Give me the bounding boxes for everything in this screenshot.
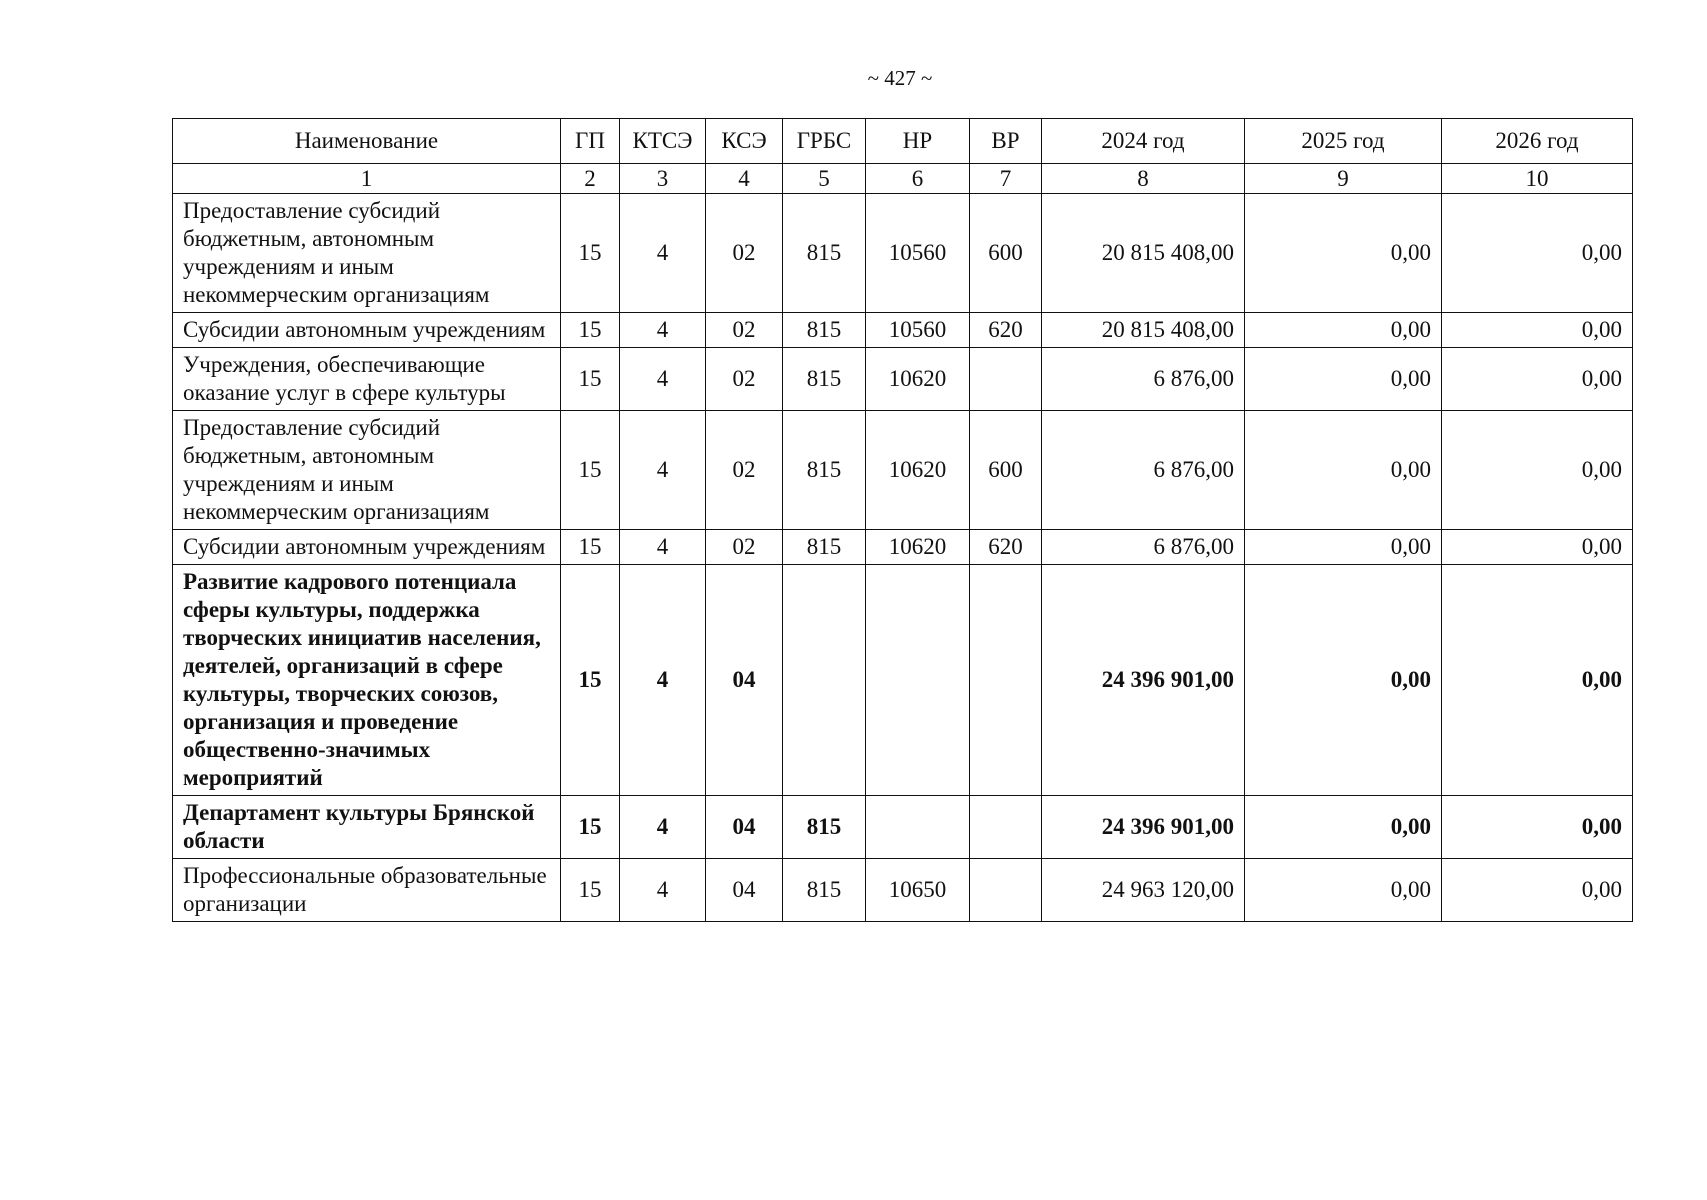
row-gp-cell: 15 — [561, 796, 620, 859]
col-header-ktse: КТСЭ — [620, 119, 706, 164]
table-row — [173, 348, 1633, 411]
row-2025-cell: 0,00 — [1245, 859, 1442, 922]
table-row — [173, 530, 1633, 565]
col-header-vr: ВР — [970, 119, 1042, 164]
row-2024-cell: 24 396 901,00 — [1042, 565, 1245, 796]
col-header-name: Наименование — [173, 119, 561, 164]
row-grbs-cell: 815 — [783, 411, 866, 530]
row-vr-cell: 600 — [970, 194, 1042, 313]
row-ktse-cell: 4 — [620, 348, 706, 411]
row-gp-cell: 15 — [561, 859, 620, 922]
row-name-cell: Субсидии автономным учреждениям — [173, 313, 561, 348]
row-2024-cell: 6 876,00 — [1042, 411, 1245, 530]
row-nr-cell: 10560 — [866, 194, 970, 313]
row-2026-cell: 0,00 — [1442, 796, 1633, 859]
col-header-kse: КСЭ — [706, 119, 783, 164]
row-ktse-cell: 4 — [620, 565, 706, 796]
col-number: 7 — [970, 164, 1042, 194]
col-number: 5 — [783, 164, 866, 194]
table-row — [173, 313, 1633, 348]
row-2024-cell: 24 963 120,00 — [1042, 859, 1245, 922]
row-vr-cell: 600 — [970, 411, 1042, 530]
row-ktse-cell: 4 — [620, 313, 706, 348]
table-row — [173, 565, 1633, 796]
row-grbs-cell: 815 — [783, 348, 866, 411]
row-2026-cell: 0,00 — [1442, 565, 1633, 796]
col-header-nr: НР — [866, 119, 970, 164]
col-number: 3 — [620, 164, 706, 194]
col-header-gp: ГП — [561, 119, 620, 164]
budget-table — [172, 118, 1633, 922]
col-number: 9 — [1245, 164, 1442, 194]
row-2025-cell: 0,00 — [1245, 796, 1442, 859]
row-2025-cell: 0,00 — [1245, 313, 1442, 348]
page-number: ~ 427 ~ — [867, 66, 933, 90]
row-ktse-cell: 4 — [620, 859, 706, 922]
row-ktse-cell: 4 — [620, 530, 706, 565]
row-2024-cell: 6 876,00 — [1042, 530, 1245, 565]
row-grbs-cell: 815 — [783, 313, 866, 348]
header-row — [173, 119, 1633, 164]
row-nr-cell — [866, 796, 970, 859]
col-header-2026: 2026 год — [1442, 119, 1633, 164]
row-nr-cell: 10620 — [866, 348, 970, 411]
row-2024-cell: 20 815 408,00 — [1042, 313, 1245, 348]
row-2024-cell: 24 396 901,00 — [1042, 796, 1245, 859]
row-kse-cell: 02 — [706, 313, 783, 348]
row-2025-cell: 0,00 — [1245, 348, 1442, 411]
row-name-cell: Субсидии автономным учреждениям — [173, 530, 561, 565]
row-vr-cell: 620 — [970, 313, 1042, 348]
row-nr-cell: 10620 — [866, 411, 970, 530]
row-nr-cell — [866, 565, 970, 796]
row-kse-cell: 02 — [706, 411, 783, 530]
row-kse-cell: 02 — [706, 348, 783, 411]
row-nr-cell: 10620 — [866, 530, 970, 565]
row-ktse-cell: 4 — [620, 796, 706, 859]
row-gp-cell: 15 — [561, 565, 620, 796]
row-vr-cell — [970, 796, 1042, 859]
table-row — [173, 796, 1633, 859]
col-number: 10 — [1442, 164, 1633, 194]
col-number: 8 — [1042, 164, 1245, 194]
row-vr-cell — [970, 348, 1042, 411]
row-kse-cell: 04 — [706, 859, 783, 922]
col-number: 2 — [561, 164, 620, 194]
row-kse-cell: 02 — [706, 530, 783, 565]
row-grbs-cell — [783, 565, 866, 796]
row-vr-cell: 620 — [970, 530, 1042, 565]
col-number: 4 — [706, 164, 783, 194]
table-row — [173, 194, 1633, 313]
col-header-2025: 2025 год — [1245, 119, 1442, 164]
row-vr-cell — [970, 565, 1042, 796]
column-number-row — [173, 164, 1633, 194]
row-nr-cell: 10650 — [866, 859, 970, 922]
table-row — [173, 411, 1633, 530]
row-2025-cell: 0,00 — [1245, 411, 1442, 530]
row-name-cell: Департамент культуры Брянской области — [173, 796, 561, 859]
row-2026-cell: 0,00 — [1442, 194, 1633, 313]
col-header-2024: 2024 год — [1042, 119, 1245, 164]
row-kse-cell: 04 — [706, 565, 783, 796]
table-row — [173, 859, 1633, 922]
row-2026-cell: 0,00 — [1442, 348, 1633, 411]
row-nr-cell: 10560 — [866, 313, 970, 348]
row-ktse-cell: 4 — [620, 194, 706, 313]
col-number: 6 — [866, 164, 970, 194]
row-gp-cell: 15 — [561, 411, 620, 530]
row-2026-cell: 0,00 — [1442, 530, 1633, 565]
row-grbs-cell: 815 — [783, 194, 866, 313]
row-gp-cell: 15 — [561, 313, 620, 348]
row-2025-cell: 0,00 — [1245, 565, 1442, 796]
row-name-cell: Предоставление субсидий бюджетным, автономным учреждениям и иным некоммерческим организациям — [173, 194, 561, 313]
row-name-cell: Предоставление субсидий бюджетным, автономным учреждениям и иным некоммерческим организациям — [173, 411, 561, 530]
row-2026-cell: 0,00 — [1442, 313, 1633, 348]
row-2024-cell: 20 815 408,00 — [1042, 194, 1245, 313]
row-grbs-cell: 815 — [783, 530, 866, 565]
row-2025-cell: 0,00 — [1245, 194, 1442, 313]
row-name-cell: Профессиональные образовательные организации — [173, 859, 561, 922]
row-grbs-cell: 815 — [783, 796, 866, 859]
row-vr-cell — [970, 859, 1042, 922]
row-2024-cell: 6 876,00 — [1042, 348, 1245, 411]
row-gp-cell: 15 — [561, 348, 620, 411]
row-kse-cell: 02 — [706, 194, 783, 313]
row-gp-cell: 15 — [561, 530, 620, 565]
row-name-cell: Развитие кадрового потенциала сферы культуры, поддержка творческих инициатив населения, деятелей, организаций в сфере культуры, творческих союзов, организация и проведение общественно-значимых мероприятий — [173, 565, 561, 796]
col-number: 1 — [173, 164, 561, 194]
row-ktse-cell: 4 — [620, 411, 706, 530]
table-body — [173, 194, 1633, 922]
row-grbs-cell: 815 — [783, 859, 866, 922]
row-name-cell: Учреждения, обеспечивающие оказание услуг в сфере культуры — [173, 348, 561, 411]
row-kse-cell: 04 — [706, 796, 783, 859]
row-2026-cell: 0,00 — [1442, 411, 1633, 530]
col-header-grbs: ГРБС — [783, 119, 866, 164]
row-2026-cell: 0,00 — [1442, 859, 1633, 922]
row-2025-cell: 0,00 — [1245, 530, 1442, 565]
row-gp-cell: 15 — [561, 194, 620, 313]
